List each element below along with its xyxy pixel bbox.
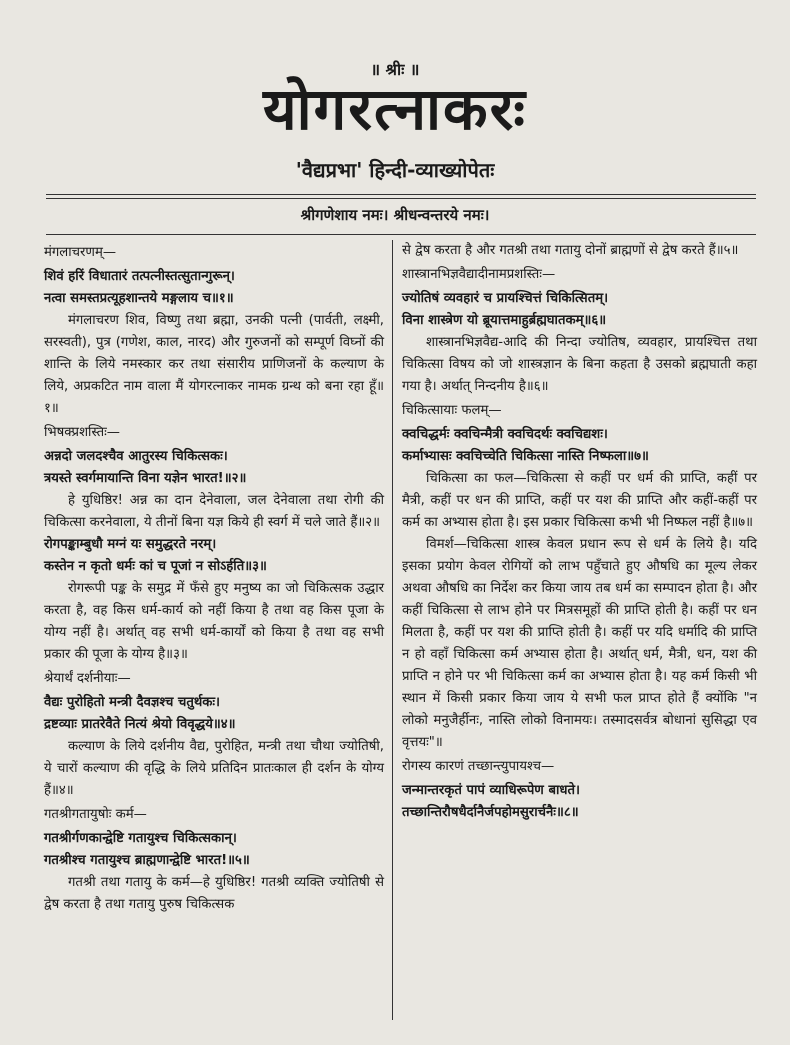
section-heading: मंगलाचरणम्— [44, 245, 117, 260]
sanskrit-verse: रोगपङ्काम्बुधौ मग्नं यः समुद्धरते नरम्। [44, 537, 217, 552]
commentary-paragraph: चिकित्सा का फल—चिकित्सा से कहीं पर धर्म की प्राप्ति, कहीं पर मैत्री, कहीं पर धन की प्राप्ति, कहीं पर यश की प्राप्ति और कहीं-कहीं पर कर्म का अभ्यास होता है। इस प्रकार चिकित्सा कभी भी निष्फल नहीं है॥७॥ [402, 471, 757, 530]
sanskrit-verse: नत्वा समस्तप्रत्यूहशान्तये मङ्गलाय च॥१॥ [44, 291, 234, 306]
sanskrit-verse: कस्तेन न कृतो धर्मः कां च पूजां न सोऽर्हति॥३॥ [44, 559, 267, 574]
book-subtitle: 'वैद्यप्रभा' हिन्दी-व्याख्योपेतः [295, 158, 495, 182]
salutation-rule [46, 234, 756, 235]
sanskrit-verse: तच्छान्तिरौषधैर्दानैर्जपहोमसुरार्चनैः॥८॥ [402, 805, 579, 820]
commentary-paragraph: रोगरूपी पङ्क के समुद्र में फँसे हुए मनुष्य का जो चिकित्सक उद्धार करता है, वह किस धर्म-कार्य को नहीं किया है तथा वह किस पूजा के योग्य नहीं है। अर्थात् वह सभी धर्म-कार्यों को किया है तथा वह सभी प्रकार की पूजा के योग्य है॥३॥ [44, 581, 384, 662]
commentary-paragraph: कल्याण के लिये दर्शनीय वैद्य, पुरोहित, मन्त्री तथा चौथा ज्योतिषी, ये चारों कल्याण की वृद्धि के लिये प्रतिदिन प्रातःकाल ही दर्शन के योग्य हैं॥४॥ [44, 739, 384, 798]
commentary-paragraph: गतश्री तथा गतायु के कर्म—हे युधिष्ठिर! गतश्री व्यक्ति ज्योतिषी से द्वेष करता है तथा गतायु पुरुष चिकित्सक [44, 875, 384, 912]
column-divider [392, 240, 393, 1020]
sanskrit-verse: विना शास्त्रेण यो ब्रूयात्तमाहुर्ब्रह्मघातकम्॥६॥ [402, 313, 607, 328]
sanskrit-verse: द्रष्टव्याः प्रातरेवैते नित्यं श्रेयो विवृद्धये॥४॥ [44, 717, 236, 732]
sanskrit-verse: त्रयस्ते स्वर्गमायान्ति विना यज्ञेन भारत!॥२॥ [44, 471, 247, 486]
commentary-paragraph: विमर्श—चिकित्सा शास्त्र केवल प्रधान रूप से धर्म के लिये है। यदि इसका प्रयोग केवल रोगियों को लाभ पहुँचाते हुए औषधि का मूल्य लेकर अथवा औषधि का निर्देश कर किया जाय तब धर्म का सम्पादन होता है। और कहीं चिकित्सा से लाभ होने पर मित्रसमूहों की प्राप्ति होती है। कहीं पर धन मिलता है, कहीं पर यश की प्राप्ति होती है। कहीं पर यदि धर्मादि की प्राप्ति न हो वहाँ चिकित्सा कर्म अभ्यास होता है। अर्थात् धर्म, मैत्री, धन, यश की प्राप्ति न होने पर भी चिकित्सा कर्म का अभ्यास होता है। यह कर्म किसी भी स्थान में किसी प्रकार किया जाय ये सभी फल प्राप्त होते हैं क्योंकि "न लोको मनुजैर्हीनः, नास्ति लोको विनामयः। तस्मादसर्वत्र बोधानां सुसिद्धा एव वृत्तयः"॥ [402, 537, 757, 750]
section-heading: रोगस्य कारणं तच्छान्त्युपायश्च— [402, 759, 555, 774]
sanskrit-verse: कर्माभ्यासः क्वचिच्चेति चिकित्सा नास्ति निष्फला॥७॥ [402, 449, 649, 464]
sanskrit-verse: अन्नदो जलदश्चैव आतुरस्य चिकित्सकः। [44, 449, 228, 464]
header-rule-bottom [46, 198, 756, 199]
salutation-line: श्रीगणेशाय नमः। श्रीधन्वन्तरये नमः। [300, 206, 490, 224]
commentary-paragraph: मंगलाचरण शिव, विष्णु तथा ब्रह्मा, उनकी पत्नी (पार्वती, लक्ष्मी, सरस्वती), पुत्र (गणेश, काल, नारद) और गुरुजनों को सम्पूर्ण विघ्नों की शान्ति के लिये नमस्कार कर तथा संसारीय प्राणिजनों के कल्याण के लिये, अप्रकटित नाम वाला मैं योगरत्नाकर नामक ग्रन्थ को बना रहा हूँ॥१॥ [44, 313, 384, 416]
header-rule-top [46, 194, 756, 195]
section-heading: गतश्रीगतायुषोः कर्म— [44, 807, 147, 822]
right-column [402, 240, 757, 824]
sanskrit-verse: क्वचिद्धर्मः क्वचिन्मैत्री क्वचिदर्थः क्वचिद्यशः। [402, 427, 608, 442]
bleed-through-text [0, 0, 790, 60]
commentary-paragraph: शास्त्रानभिज्ञवैद्य-आदि की निन्दा ज्योतिष, व्यवहार, प्रायश्चित्त तथा चिकित्सा विषय को जो शास्त्रज्ञान के बिना कहता है उसको ब्रह्मघाती कहा गया है। अर्थात् निन्दनीय है॥६॥ [402, 335, 757, 394]
sanskrit-verse: ज्योतिषं व्यवहारं च प्रायश्चित्तं चिकित्सितम्। [402, 291, 609, 306]
sanskrit-verse: गतश्रीश्च गतायुश्च ब्राह्मणान्द्वेष्टि भारत!॥५॥ [44, 853, 250, 868]
section-heading: शास्त्रानभिज्ञवैद्यादीनामप्रशस्तिः— [402, 267, 556, 282]
commentary-paragraph: हे युधिष्ठिर! अन्न का दान देनेवाला, जल देनेवाला तथा रोगी की चिकित्सा करनेवाला, ये तीनों बिना यज्ञ किये ही स्वर्ग में चले जाते हैं॥२॥ [44, 493, 384, 530]
left-column [44, 240, 384, 916]
sanskrit-verse: गतश्रीर्गणकान्द्वेष्टि गतायुश्च चिकित्सकान्। [44, 831, 237, 846]
section-heading: भिषक्प्रशस्तिः— [44, 425, 120, 440]
section-heading: चिकित्सायाः फलम्— [402, 403, 502, 418]
book-title: योगरत्नाकरः [262, 75, 528, 143]
sanskrit-verse: जन्मान्तरकृतं पापं व्याधिरूपेण बाधते। [402, 783, 581, 798]
header-mark: ॥ श्रीः ॥ [370, 60, 420, 79]
sanskrit-verse: वैद्यः पुरोहितो मन्त्री दैवज्ञश्च चतुर्थकः। [44, 695, 221, 710]
commentary-paragraph: से द्वेष करता है और गतश्री तथा गतायु दोनों ब्राह्मणों से द्वेष करते हैं॥५॥ [402, 243, 739, 258]
section-heading: श्रेयार्थं दर्शनीयाः— [44, 671, 131, 686]
sanskrit-verse: शिवं हरिं विधातारं तत्पत्नीस्तत्सुतान्गुरून्। [44, 269, 235, 284]
